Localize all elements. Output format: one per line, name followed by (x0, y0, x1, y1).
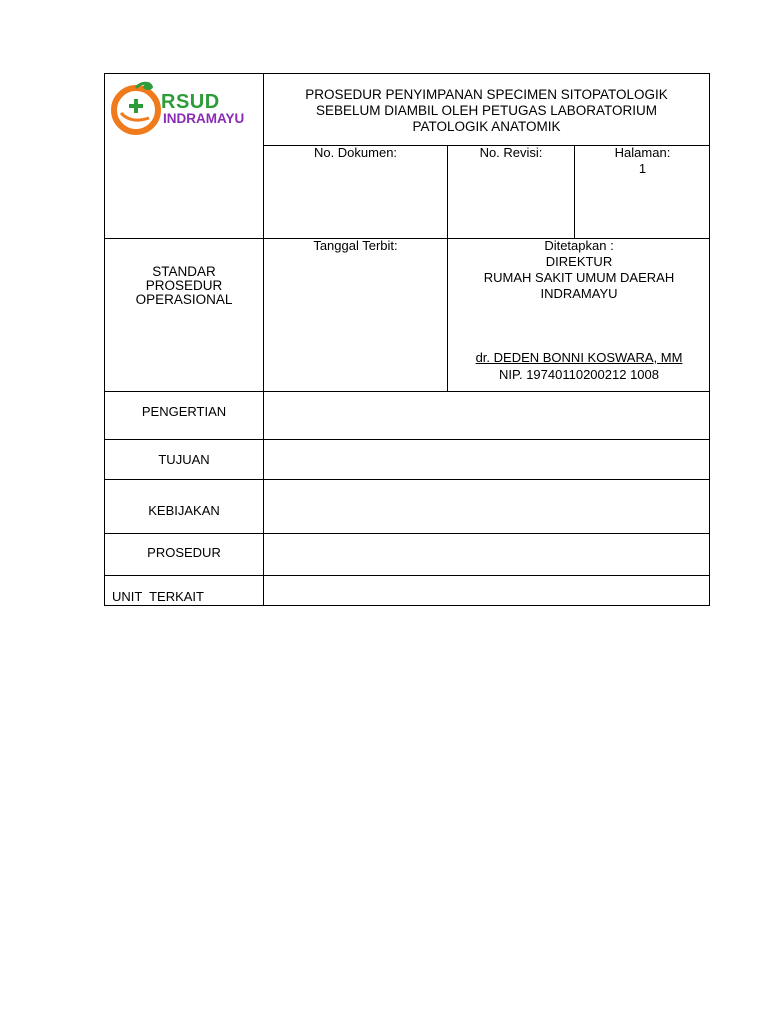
logo-subname: INDRAMAYU (163, 111, 245, 126)
logo-emblem-icon (111, 80, 167, 140)
approval-line: Ditetapkan : (544, 238, 614, 253)
sop-label-line: PROSEDUR (145, 278, 223, 293)
sop-label-line: OPERASIONAL (135, 292, 233, 307)
logo-name: RSUD (161, 91, 220, 113)
section-label-tujuan: TUJUAN (158, 452, 210, 467)
approval-line: DIREKTUR (545, 254, 613, 269)
signer-nip: NIP. 19740110200212 1008 (498, 367, 659, 382)
sop-label (105, 265, 263, 307)
title-line: SEBELUM DIAMBIL OLEH PETUGAS LABORATORIUM (315, 103, 658, 118)
section-label-pengertian: PENGERTIAN (141, 404, 227, 419)
approval-line: RUMAH SAKIT UMUM DAERAH (483, 270, 675, 285)
revision-label: No. Revisi: (479, 145, 543, 160)
approval-block (448, 238, 710, 302)
signer-name: dr. DEDEN BONNI KOSWARA, MM (475, 350, 683, 365)
table-divider (104, 479, 710, 480)
table-divider (104, 391, 710, 392)
section-label-unit-terkait: UNIT TERKAIT (112, 589, 204, 604)
table-divider (104, 575, 710, 576)
table-divider (104, 533, 710, 534)
hospital-logo (111, 80, 259, 140)
page-number: 1 (638, 161, 647, 176)
section-label-kebijakan: KEBIJAKAN (148, 503, 220, 518)
sop-label-line: STANDAR (152, 264, 216, 279)
title-line: PATOLOGIK ANATOMIK (412, 119, 561, 134)
document-title (264, 87, 709, 135)
page-label: Halaman: (614, 145, 671, 160)
issue-date-label: Tanggal Terbit: (313, 238, 398, 253)
title-line: PROSEDUR PENYIMPANAN SPECIMEN SITOPATOLOGIK (305, 87, 668, 102)
doc-number-label: No. Dokumen: (313, 145, 398, 160)
approval-line: INDRAMAYU (540, 286, 618, 301)
section-label-prosedur: PROSEDUR (147, 545, 221, 560)
table-divider (104, 439, 710, 440)
